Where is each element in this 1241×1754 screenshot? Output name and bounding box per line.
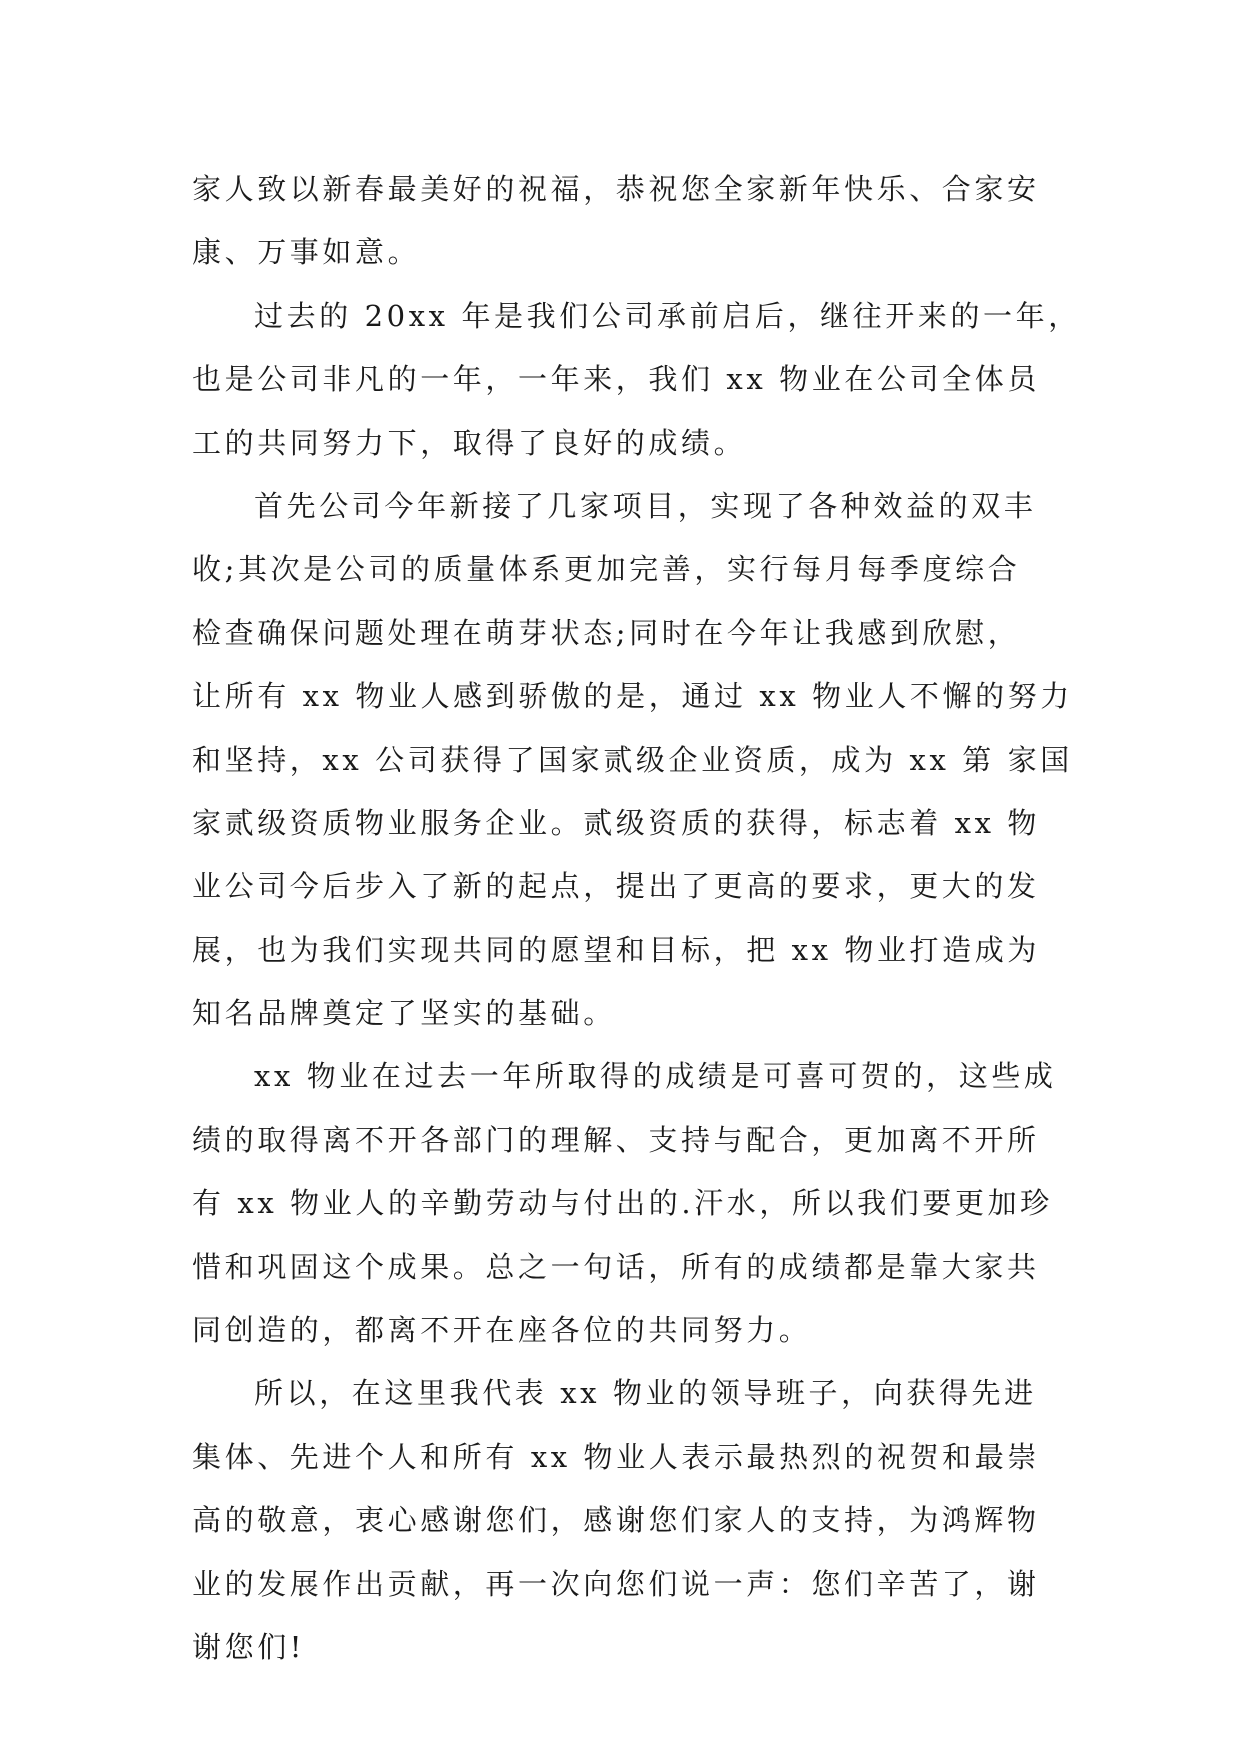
text-line: 家人致以新春最美好的祝福，恭祝您全家新年快乐、合家安 [192, 172, 1040, 206]
text-line: 工的共同努力下，取得了良好的成绩。 [192, 425, 747, 460]
text-line: 集体、先进个人和所有 xx 物业人表示最热烈的祝贺和最崇 [192, 1439, 1040, 1474]
text-line: 业的发展作出贡献，再一次向您们说一声：您们辛苦了，谢 [192, 1566, 1040, 1601]
paragraph-closing [192, 1362, 1072, 1679]
text-line: 家贰级资质物业服务企业。贰级资质的获得，标志着 xx 物 [192, 805, 1040, 840]
text-line: 绩的取得离不开各部门的理解、支持与配合，更加离不开所 [192, 1122, 1040, 1157]
text-line: 过去的 20xx 年是我们公司承前启后，继往开来的一年， [254, 298, 1081, 333]
text-line: 和坚持，xx 公司获得了国家贰级企业资质，成为 xx 第 家国 [192, 742, 1073, 777]
text-line: 同创造的，都离不开在座各位的共同努力。 [192, 1313, 812, 1348]
text-line: 检查确保问题处理在萌芽状态;同时在今年让我感到欣慰， [192, 615, 1021, 650]
text-line: 业公司今后步入了新的起点，提出了更高的要求，更大的发 [192, 869, 1040, 904]
text-line: 知名品牌奠定了坚实的基础。 [192, 996, 616, 1031]
text-line: 让所有 xx 物业人感到骄傲的是，通过 xx 物业人不懈的努力 [192, 679, 1073, 714]
text-line: xx 物业在过去一年所取得的成绩是可喜可贺的，这些成 [254, 1059, 1057, 1094]
document-body [192, 158, 1081, 1679]
text-line: 所以，在这里我代表 xx 物业的领导班子，向获得先进 [254, 1376, 1037, 1411]
text-line: 展，也为我们实现共同的愿望和目标，把 xx 物业打造成为 [192, 932, 1040, 967]
text-line: 也是公司非凡的一年，一年来，我们 xx 物业在公司全体员 [192, 362, 1040, 397]
paragraph-achievements [192, 475, 1072, 1046]
text-line: 谢您们! [192, 1629, 306, 1664]
text-line: 康、万事如意。 [192, 235, 421, 270]
paragraph-past-year [192, 285, 1081, 475]
paragraph-greeting [192, 158, 1072, 285]
text-line: 收;其次是公司的质量体系更加完善，实行每月每季度综合 [192, 552, 1021, 587]
text-line: 惜和巩固这个成果。总之一句话，所有的成绩都是靠大家共 [192, 1249, 1040, 1284]
paragraph-gratitude [192, 1045, 1072, 1362]
text-line: 有 xx 物业人的辛勤劳动与付出的.汗水，所以我们要更加珍 [192, 1186, 1053, 1221]
text-line: 高的敬意，衷心感谢您们，感谢您们家人的支持，为鸿辉物 [192, 1503, 1040, 1538]
text-line: 首先公司今年新接了几家项目，实现了各种效益的双丰 [254, 488, 1037, 523]
